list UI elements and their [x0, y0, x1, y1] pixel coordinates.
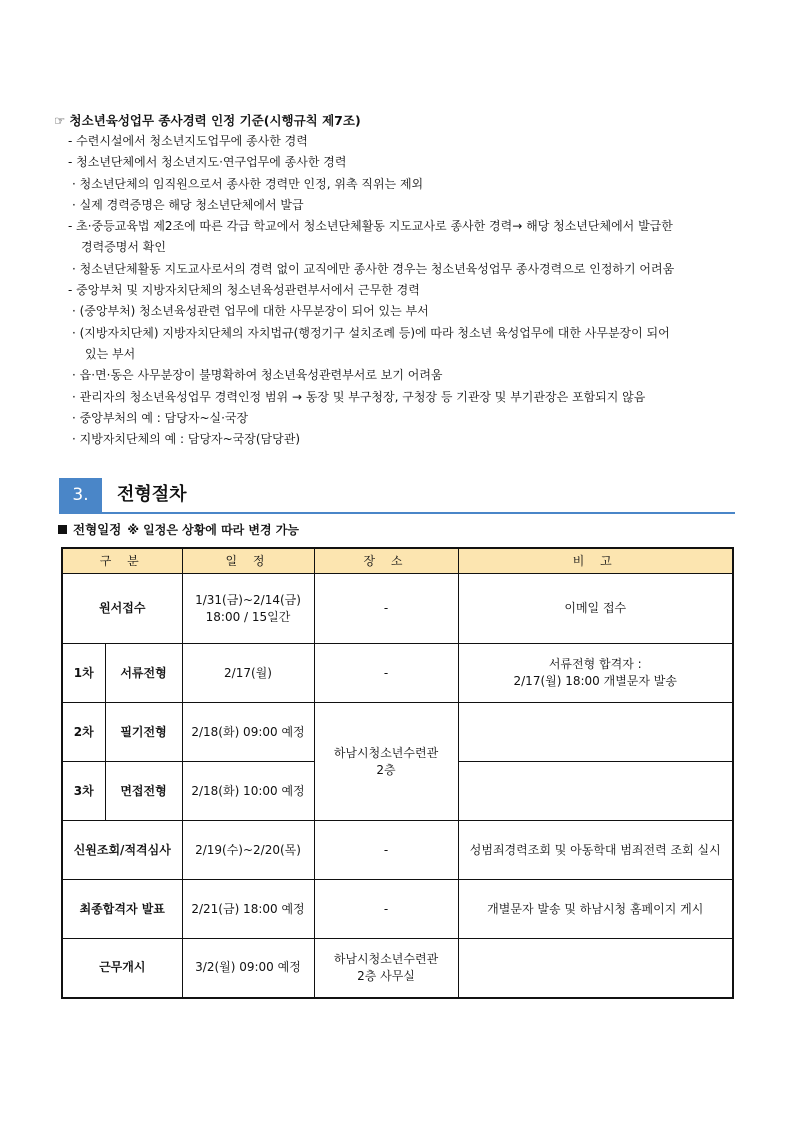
place-line: 2층 [376, 762, 396, 777]
row-place [314, 939, 458, 998]
header-schedule: 일 정 [182, 548, 314, 574]
row-date: 2/19(수)~2/20(목) [182, 821, 314, 880]
criteria-subitem: · 지방자치단체의 예 : 담당자~국장(담당관) [72, 432, 301, 447]
table-row [62, 821, 733, 880]
criteria-item: - 청소년단체에서 청소년지도·연구업무에 종사한 경력 [68, 155, 347, 170]
schedule-heading [58, 520, 299, 538]
table-row [62, 880, 733, 939]
table-row [62, 703, 733, 762]
row-label: 근무개시 [62, 939, 182, 998]
criteria-subitem: · (중앙부처) 청소년육성관련 업무에 대한 사무분장이 되어 있는 부서 [72, 304, 429, 319]
row-date [182, 574, 314, 644]
row-date: 2/18(화) 10:00 예정 [182, 762, 314, 821]
row-round: 1차 [62, 644, 105, 703]
section-underline [59, 512, 735, 514]
row-date: 3/2(월) 09:00 예정 [182, 939, 314, 998]
table-row [62, 644, 733, 703]
row-label: 필기전형 [105, 703, 182, 762]
criteria-subitem: · 청소년단체활동 지도교사로서의 경력 없이 교직에만 종사한 경우는 청소년육성업무 종사경력으로 인정하기 어려움 [72, 261, 675, 276]
header-place: 장 소 [314, 548, 458, 574]
section-title: 전형절차 [117, 484, 187, 505]
criteria-item: - 초·중등교육법 제2조에 따른 각급 학교에서 청소년단체활동 지도교사로 종사한 경력→ 해당 청소년단체에서 발급한 [68, 219, 673, 234]
row-place: - [314, 574, 458, 644]
row-remarks [458, 703, 733, 762]
place-line: 하남시청소년수련관 [333, 745, 439, 760]
criteria-item: - 수련시설에서 청소년지도업무에 종사한 경력 [68, 134, 308, 148]
row-place: - [314, 880, 458, 939]
criteria-item-continued: 경력증명서 확인 [81, 240, 166, 255]
row-remarks: 이메일 접수 [458, 574, 733, 644]
row-remarks [458, 644, 733, 703]
place-line: 2층 사무실 [357, 968, 415, 983]
criteria-subitem: · 읍·면·동은 사무분장이 불명확하여 청소년육성관련부서로 보기 어려움 [72, 368, 443, 383]
row-date: 2/17(월) [182, 644, 314, 703]
section-header [59, 478, 735, 514]
row-place [314, 703, 458, 821]
row-remarks [458, 762, 733, 821]
criteria-title: ☞ 청소년육성업무 종사경력 인정 기준(시행규칙 제7조) [54, 113, 361, 128]
row-label: 신원조회/적격심사 [62, 821, 182, 880]
criteria-subitem: · 중앙부처의 예 : 담당자~실·국장 [72, 410, 249, 425]
row-label: 최종합격자 발표 [62, 880, 182, 939]
date-line: 1/31(금)~2/14(금) [195, 592, 301, 607]
square-bullet-icon [58, 525, 67, 534]
criteria-subitem: · 청소년단체의 임직원으로서 종사한 경력만 인정, 위촉 직위는 제외 [72, 176, 424, 191]
table-row [62, 574, 733, 644]
criteria-subitem: · 관리자의 청소년육성업무 경력인정 범위 → 동장 및 부구청장, 구청장 등 기관장 및 부기관장은 포함되지 않음 [72, 389, 646, 404]
row-label: 원서접수 [62, 574, 182, 644]
row-remarks [458, 939, 733, 998]
header-category: 구 분 [62, 548, 182, 574]
experience-criteria [54, 110, 744, 450]
row-label: 서류전형 [105, 644, 182, 703]
date-line: 18:00 / 15일간 [205, 609, 291, 624]
remarks-line: 서류전형 합격자 : [548, 657, 642, 671]
criteria-item: - 중앙부처 및 지방자치단체의 청소년육성관련부서에서 근무한 경력 [68, 283, 420, 298]
place-line: 하남시청소년수련관 [333, 951, 439, 966]
schedule-table [61, 547, 734, 999]
table-row [62, 939, 733, 998]
row-date: 2/18(화) 09:00 예정 [182, 703, 314, 762]
section-number-badge: 3. [59, 478, 102, 512]
row-remarks: 개별문자 발송 및 하남시청 홈페이지 게시 [458, 880, 733, 939]
row-round: 3차 [62, 762, 105, 821]
criteria-subitem: · (지방자치단체) 지방자치단체의 자치법규(행정기구 설치조례 등)에 따라 청소년 육성업무에 대한 사무분장이 되어 [72, 325, 670, 340]
row-remarks: 성범죄경력조회 및 아동학대 범죄전력 조회 실시 [458, 821, 733, 880]
criteria-subitem: · 실제 경력증명은 해당 청소년단체에서 발급 [72, 197, 304, 212]
remarks-line: 2/17(월) 18:00 개별문자 발송 [513, 674, 677, 688]
row-round: 2차 [62, 703, 105, 762]
criteria-subitem-continued: 있는 부서 [85, 346, 136, 361]
row-label: 면접전형 [105, 762, 182, 821]
table-header-row [62, 548, 733, 574]
schedule-note: ※ 일정은 상황에 따라 변경 가능 [127, 523, 299, 537]
header-remarks: 비 고 [458, 548, 733, 574]
schedule-title: 전형일정 [73, 522, 122, 537]
row-place: - [314, 644, 458, 703]
row-place: - [314, 821, 458, 880]
row-date: 2/21(금) 18:00 예정 [182, 880, 314, 939]
